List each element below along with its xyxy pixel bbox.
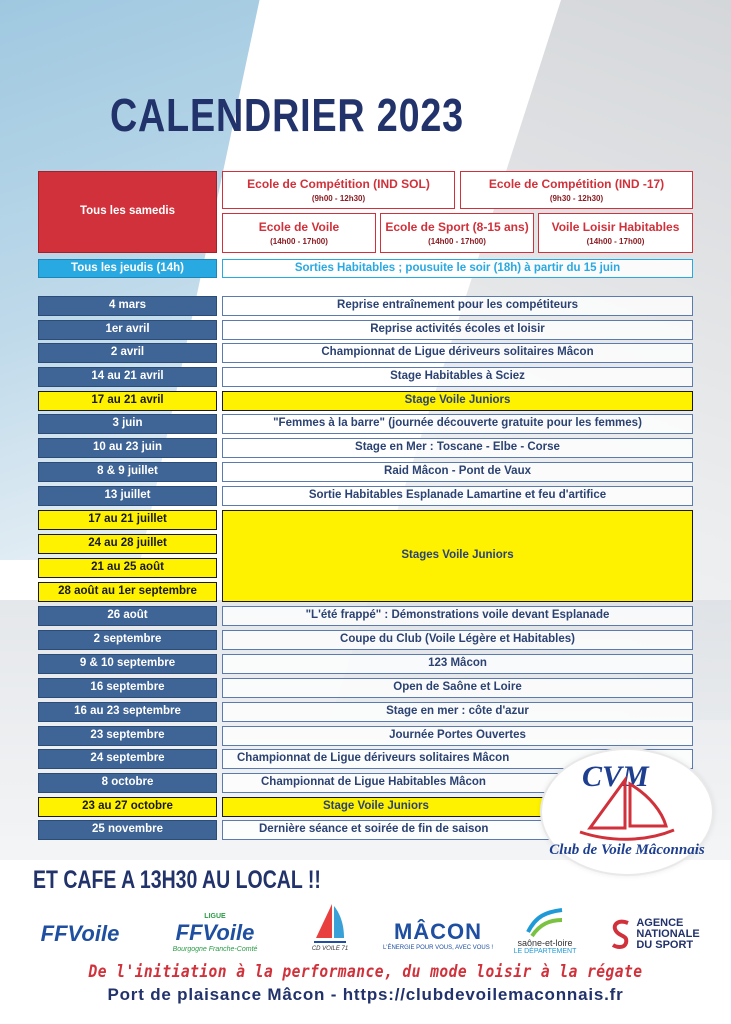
event-date: 2 avril: [38, 343, 217, 363]
cd-voile-71-text: CD VOILE 71: [311, 946, 349, 952]
competition-school-sol-name: Ecole de Compétition (IND SOL): [247, 177, 430, 191]
event-description: "L'été frappé" : Démonstrations voile devant Esplanade: [222, 606, 693, 626]
sponsor-logos: [0, 898, 731, 960]
saturday-label: Tous les samedis: [38, 171, 217, 253]
event-description: 123 Mâcon: [222, 654, 693, 674]
competition-school-17: [460, 171, 693, 209]
juniors-date: 21 au 25 août: [38, 558, 217, 578]
event-date: 1er avril: [38, 320, 217, 340]
macon-tagline: L'ÉNERGIE POUR VOUS, AVEC VOUS !: [382, 945, 494, 951]
event-description: Reprise activités écoles et loisir: [222, 320, 693, 340]
coffee-announcement: ET CAFE A 13H30 AU LOCAL !!: [33, 866, 321, 894]
ans-emblem-icon: [610, 917, 632, 951]
ans-line-3: DU SPORT: [636, 938, 694, 951]
footer-address: Port de plaisance Mâcon - https://clubdevoilemaconnais.fr: [107, 985, 624, 1004]
ans-line-2: NATIONALE: [636, 927, 700, 940]
event-date-highlight: 23 au 27 octobre: [38, 797, 217, 817]
sailboat-icon: [570, 776, 680, 846]
thursday-label: Tous les jeudis (14h): [38, 259, 217, 278]
event-date: 8 & 9 juillet: [38, 462, 217, 482]
event-description: Open de Saône et Loire: [222, 678, 693, 698]
event-date: 16 septembre: [38, 678, 217, 698]
thursday-event: Sorties Habitables ; pousuite le soir (18h) à partir du 15 juin: [222, 259, 693, 278]
event-description: Reprise entraînement pour les compétiteurs: [222, 296, 693, 316]
macon-logo: [378, 914, 498, 956]
club-logo-mark: CVM: [582, 760, 649, 793]
department-emblem-icon: [524, 906, 566, 938]
event-date: 14 au 21 avril: [38, 367, 217, 387]
tagline: De l'initiation à la performance, du mode loisir à la régate: [88, 962, 643, 982]
event-description: Championnat de Ligue dériveurs solitaires Mâcon: [222, 343, 693, 363]
competition-school-sol: [222, 171, 455, 209]
agence-nationale-sport-logo: [590, 912, 720, 956]
ligue-ffvoile-logo: [140, 908, 290, 958]
ligue-logo-text: FFVoile: [175, 920, 255, 945]
event-description: Raid Mâcon - Pont de Vaux: [222, 462, 693, 482]
event-date: 10 au 23 juin: [38, 438, 217, 458]
event-date: 8 octobre: [38, 773, 217, 793]
sailing-school-time: (14h00 - 17h00): [270, 237, 328, 246]
ligue-region-text: Bourgogne Franche-Comté: [172, 946, 258, 953]
page-title: CALENDRIER 2023: [110, 89, 464, 141]
event-date: 26 août: [38, 606, 217, 626]
event-date: 24 septembre: [38, 749, 217, 769]
sail-icon: [310, 902, 350, 946]
ans-line-1: AGENCE: [636, 916, 684, 929]
juniors-date: 17 au 21 juillet: [38, 510, 217, 530]
juniors-date: 28 août au 1er septembre: [38, 582, 217, 602]
club-logo: [540, 748, 714, 876]
event-description: Journée Portes Ouvertes: [222, 726, 693, 746]
event-description: Coupe du Club (Voile Légère et Habitables): [222, 630, 693, 650]
leisure-sailing: [538, 213, 693, 253]
juniors-event: Stages Voile Juniors: [222, 510, 693, 602]
event-description: Dernière séance et soirée de fin de saison: [222, 820, 693, 840]
competition-school-17-time: (9h30 - 12h30): [549, 194, 604, 203]
saone-et-loire-name: saône-et-loire: [517, 937, 573, 948]
sport-school-name: Ecole de Sport (8-15 ans): [385, 220, 529, 234]
event-description: Stage en Mer : Toscane - Elbe - Corse: [222, 438, 693, 458]
event-date: 16 au 23 septembre: [38, 702, 217, 722]
cd-voile-71-logo: [300, 898, 360, 956]
competition-school-sol-time: (9h00 - 12h30): [311, 194, 366, 203]
event-date: 3 juin: [38, 414, 217, 434]
juniors-date: 24 au 28 juillet: [38, 534, 217, 554]
event-description: Championnat de Ligue Habitables Mâcon: [222, 773, 693, 793]
event-description: Championnat de Ligue dériveurs solitaires Mâcon: [222, 749, 693, 769]
event-date: 23 septembre: [38, 726, 217, 746]
sport-school-time: (14h00 - 17h00): [428, 237, 486, 246]
leisure-sailing-name: Voile Loisir Habitables: [551, 220, 680, 234]
event-description: Stage en mer : côte d'azur: [222, 702, 693, 722]
event-date: 4 mars: [38, 296, 217, 316]
event-description-highlight: Stage Voile Juniors: [222, 797, 693, 817]
ffvoile-logo: [30, 914, 130, 954]
ffvoile-logo-text: FFVoile: [40, 921, 120, 946]
event-description: Sortie Habitables Esplanade Lamartine et feu d'artifice: [222, 486, 693, 506]
event-date: 13 juillet: [38, 486, 217, 506]
event-date: 9 & 10 septembre: [38, 654, 217, 674]
event-date: 25 novembre: [38, 820, 217, 840]
saone-et-loire-logo: [505, 900, 585, 960]
sailing-school-name: Ecole de Voile: [258, 220, 340, 234]
sport-school: [380, 213, 534, 253]
competition-school-17-name: Ecole de Compétition (IND -17): [488, 177, 665, 191]
event-date-highlight: 17 au 21 avril: [38, 391, 217, 411]
club-logo-name: Club de Voile Mâconnais: [549, 842, 705, 858]
saone-et-loire-sub: LE DÉPARTEMENT: [513, 947, 577, 955]
event-date: 2 septembre: [38, 630, 217, 650]
event-description-highlight: Stage Voile Juniors: [222, 391, 693, 411]
leisure-sailing-time: (14h00 - 17h00): [586, 237, 645, 246]
event-description: Stage Habitables à Sciez: [222, 367, 693, 387]
sailing-school: [222, 213, 376, 253]
event-description: "Femmes à la barre" (journée découverte gratuite pour les femmes): [222, 414, 693, 434]
ligue-top-text: LIGUE: [204, 913, 226, 920]
macon-logo-text: MÂCON: [393, 919, 483, 944]
